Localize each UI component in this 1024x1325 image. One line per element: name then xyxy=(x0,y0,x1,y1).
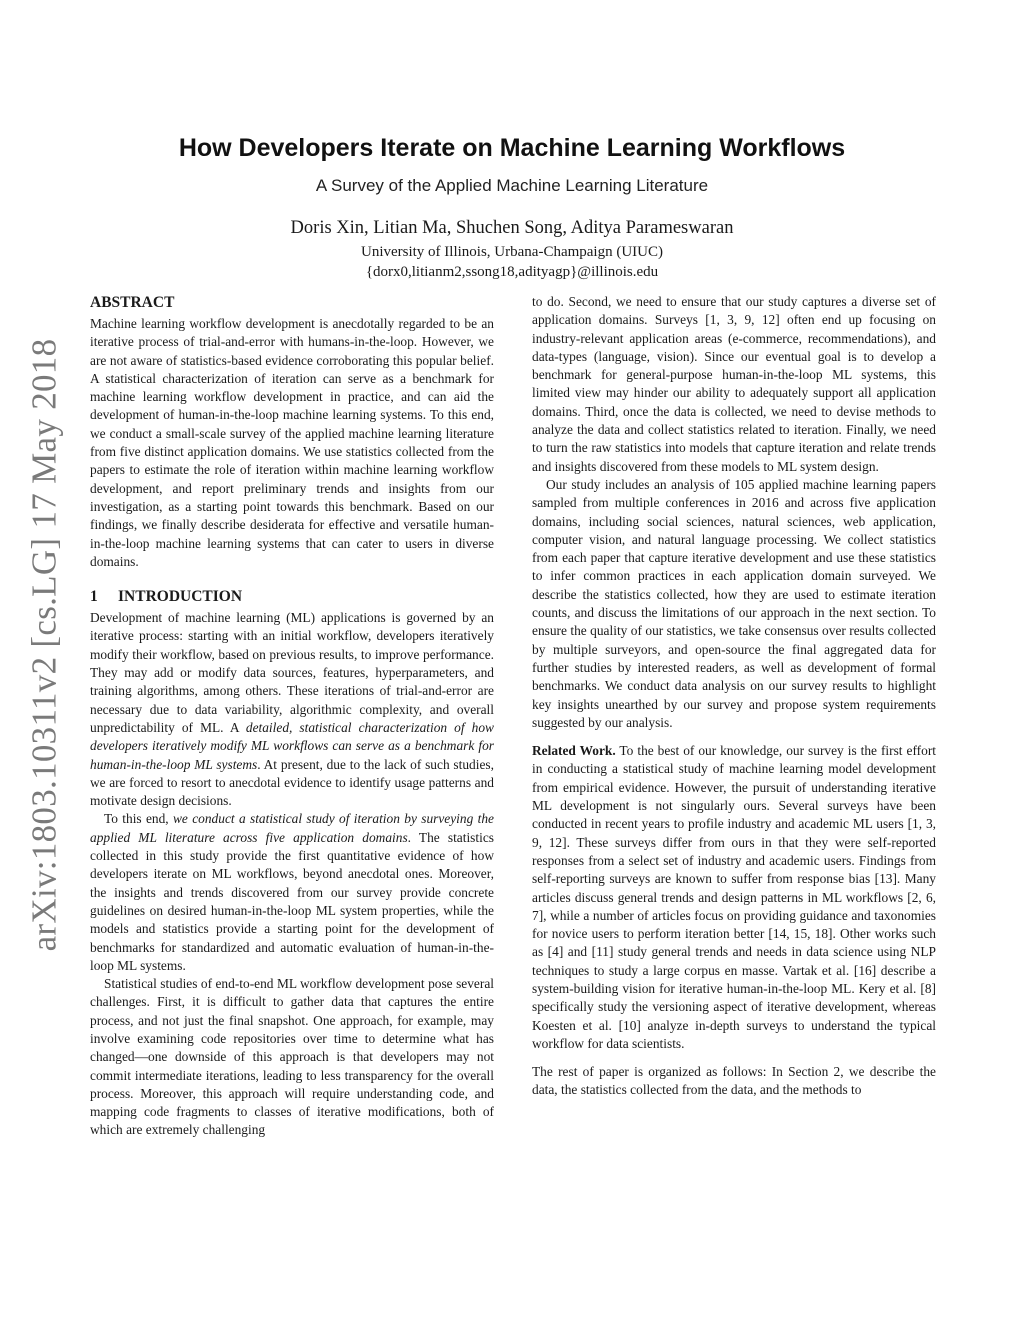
left-column xyxy=(90,293,494,1140)
intro-p2-text: To this end, xyxy=(104,811,173,827)
right-paragraph-2: Our study includes an analysis of 105 applied machine learning papers sampled from multiple conferences in 2016 and across five application domains, including social sciences, natural sciences, web application, computer vision, and natural language processing. We collect statistics from each paper that capture iterative development and use these statistics to infer common practices in each application domain surveyed. We describe the statistics collected, how they are used to estimate iteration counts, and discuss the limitations of our approach in the next section. To ensure the quality of our statistics, we take consensus over results collected by multiple surveyors, and open-source the final aggregated data for further studies by interested readers, as well as development of formal benchmarks. We conduct data analysis on our survey results to highlight key insights unearthed by our survey and propose system requirements suggested by our analysis. xyxy=(532,476,936,730)
section-title: INTRODUCTION xyxy=(118,588,243,606)
intro-paragraph-2 xyxy=(90,810,494,975)
arxiv-side-stamp xyxy=(20,338,68,952)
author-emails: {dorx0,litianm2,ssong18,adityagp}@illinois.edu xyxy=(365,264,659,280)
abstract-heading: ABSTRACT xyxy=(90,294,175,311)
related-work-text: To the best of our knowledge, our survey is the first effort in conducting a statistical study of machine learning model development from empirical evidence. However, the pursuit of understanding iterative ML development is not singularly ours. Several surveys have been conducted in recent years to profile industry and academic ML users [1, 3, 9, 12]. These surveys differ from ours in that they were self-reported responses from a select set of industry and academic users. Findings from self-reporting surveys are known to suffer from response bias [13]. Many articles discuss general trends and design patterns in ML workflows [2, 6, 7], while a number of articles focus on providing guidance and taxonomies for novice users to perform iteration better [14, 15, 18]. Other works such as [4] and [11] study general trends and needs in data science using NLP techniques to study a large corpus en masse. Vartak et al. [16] describe a system-building vision for iterative human-in-the-loop ML. Kery et al. [8] specifically study the versioning aspect of iterative development, whereas Koesten et al. [10] analyze in-depth surveys to understand the typical workflow for data scientists. xyxy=(532,743,936,1051)
related-work-paragraph xyxy=(532,742,936,1053)
affiliation: University of Illinois, Urbana-Champaign (UIUC) xyxy=(360,244,664,260)
introduction-heading xyxy=(90,587,494,607)
intro-p2-text-end: . The statistics collected in this study provide the first quantitative evidence of how developers iterate on ML workflows, beyond anecdotal ones. Moreover, the insights and trends discovered from our survey provide concrete guidelines on desired human-in-the-loop ML system properties, while the models and statistics provide a starting point for the development of benchmarks for standardized and automatic evaluation of human-in-the-loop ML systems. xyxy=(90,829,494,973)
right-column xyxy=(532,293,936,1100)
right-paragraph-1: to do. Second, we need to ensure that our study captures a diverse set of application domains. Surveys [1, 3, 9, 12] often end up focusing on industry-relevant application areas (e-commerce, recommendations), and data-types (language, vision). Since our eventual goal is to develop a benchmark for general-purpose human-in-the-loop ML systems, this limited view may hinder our ability to adequately support all application domains. Third, once the data is collected, we need to devise methods to analyze the data and collect statistics related to iteration. Finally, we need to turn the raw statistics into models that capture iteration and relate trends and insights discovered from these models to ML system design. xyxy=(532,294,936,474)
arxiv-identifier: arXiv:1803.10311v2 [cs.LG] 17 May 2018 xyxy=(24,338,64,952)
author-list: Doris Xin, Litian Ma, Shuchen Song, Aditya Parameswaran xyxy=(290,218,734,238)
intro-p1-text: Development of machine learning (ML) applications is governed by an iterative process: starting with an initial workflow, developers iteratively modify their workflow, based on previous results, to improve performance. They may add or modify data sources, features, hyperparameters, and training algorithms, among others. These iterations of trial-and-error are necessary due to data variability, algorithmic complexity, and overall unpredictability of ML. A xyxy=(90,610,494,735)
paper-title: How Developers Iterate on Machine Learning Workflows xyxy=(178,134,846,162)
affiliation-block xyxy=(90,242,934,282)
intro-p1-text-end: . At present, due to the lack of such studies, we are forced to resort to anecdotal evidence to identify usage patterns and motivate design decisions. xyxy=(90,756,494,809)
paper-subtitle: A Survey of the Applied Machine Learning Literature xyxy=(315,176,709,195)
section-number: 1 xyxy=(90,588,98,606)
abstract-text: Machine learning workflow development is anecdotally regarded to be an iterative process of trial-and-error with humans-in-the-loop. However, we are not aware of statistics-based evidence corroborating this popular belief. A statistical characterization of iteration can serve as a benchmark for machine learning workflow development in practice, and can aid the development of human-in-the-loop machine learning systems. To this end, we conduct a small-scale survey of the applied machine learning literature from five distinct application domains. We use statistics collected from the papers to estimate the role of iteration within machine learning workflow development, and report preliminary trends and insights from our investigation, as a starting point towards this benchmark. Based on our findings, we finally describe desiderata for effective and versatile human-in-the-loop machine learning systems that can cater to users in diverse domains. xyxy=(90,316,494,569)
related-work-heading: Related Work. xyxy=(532,743,616,759)
intro-p1-emphasis: detailed, statistical characterization of how developers iteratively modify ML workflows can serve as a benchmark for human-in-the-loop ML systems xyxy=(90,719,494,772)
intro-paragraph-1 xyxy=(90,609,494,810)
right-paragraph-4: The rest of paper is organized as follows: In Section 2, we describe the data, the statistics collected from the data, and the methods to xyxy=(532,1064,936,1098)
intro-paragraph-3: Statistical studies of end-to-end ML workflow development pose several challenges. First, it is difficult to gather data that captures the entire process, and not just the final snapshot. One approach, for example, may involve examining code repositories over time to determine what has changed—one downside of this approach is that developers may not commit intermediate iterations, leading to less transparency for the overall process. Moreover, this approach will require understanding code, and mapping code fragments to classes of iterative modifications, both of which are extremely challenging xyxy=(90,976,494,1138)
intro-p2-emphasis: we conduct a statistical study of iteration by surveying the applied ML literature across five application domains xyxy=(90,811,494,845)
